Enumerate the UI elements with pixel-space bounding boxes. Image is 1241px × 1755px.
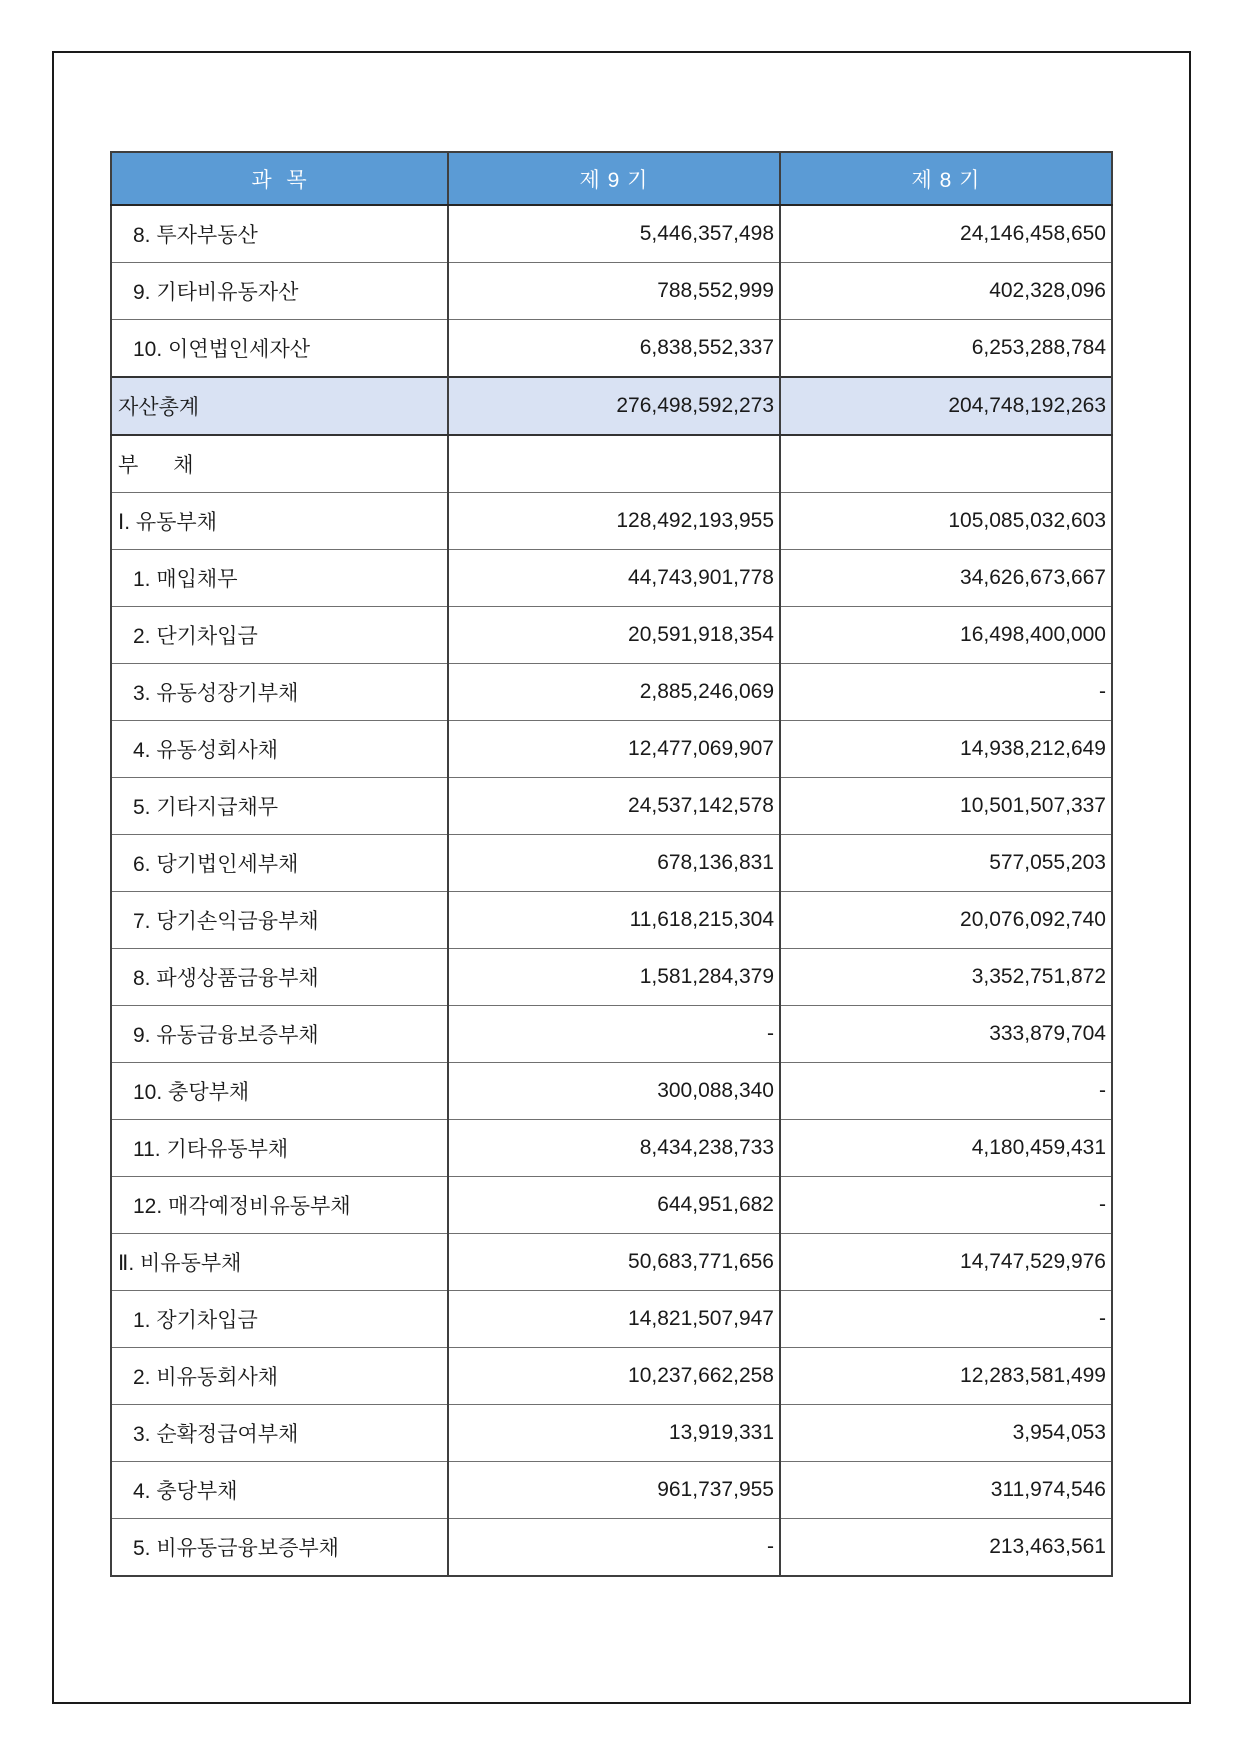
header-cell-item: 과 목 [111, 152, 448, 205]
row-label: 11. 기타유동부채 [111, 1120, 448, 1177]
row-value-period8: 14,938,212,649 [780, 721, 1112, 778]
table-row [111, 550, 1112, 607]
row-label: 9. 유동금융보증부채 [111, 1006, 448, 1063]
table-row [111, 493, 1112, 550]
row-label: 5. 기타지급채무 [111, 778, 448, 835]
row-value-period9: 20,591,918,354 [448, 607, 780, 664]
row-value-period8: 34,626,673,667 [780, 550, 1112, 607]
row-value-period8: 577,055,203 [780, 835, 1112, 892]
row-label: 1. 매입채무 [111, 550, 448, 607]
table-row [111, 1006, 1112, 1063]
row-label: 3. 순확정급여부채 [111, 1405, 448, 1462]
row-value-period8: 24,146,458,650 [780, 205, 1112, 263]
row-label: 7. 당기손익금융부채 [111, 892, 448, 949]
row-value-period9: 10,237,662,258 [448, 1348, 780, 1405]
row-value-period9: 128,492,193,955 [448, 493, 780, 550]
row-label: 9. 기타비유동자산 [111, 263, 448, 320]
row-label: 3. 유동성장기부채 [111, 664, 448, 721]
table-row [111, 205, 1112, 263]
row-value-period8: 14,747,529,976 [780, 1234, 1112, 1291]
table-row [111, 435, 1112, 493]
row-value-period8: 6,253,288,784 [780, 320, 1112, 378]
table-row [111, 1519, 1112, 1577]
table-row [111, 1405, 1112, 1462]
table-row [111, 1291, 1112, 1348]
row-value-period9: 44,743,901,778 [448, 550, 780, 607]
table-body [111, 205, 1112, 1576]
row-value-period8: 16,498,400,000 [780, 607, 1112, 664]
header-row [111, 152, 1112, 205]
row-value-period9: 1,581,284,379 [448, 949, 780, 1006]
row-value-period9: 5,446,357,498 [448, 205, 780, 263]
row-label: 부 채 [111, 435, 448, 493]
row-value-period8: 20,076,092,740 [780, 892, 1112, 949]
row-value-period9: 6,838,552,337 [448, 320, 780, 378]
row-label: 4. 충당부채 [111, 1462, 448, 1519]
table-row [111, 1177, 1112, 1234]
row-value-period9: 50,683,771,656 [448, 1234, 780, 1291]
row-value-period8: 105,085,032,603 [780, 493, 1112, 550]
row-label: Ⅰ. 유동부채 [111, 493, 448, 550]
table-row [111, 377, 1112, 435]
row-value-period8: 204,748,192,263 [780, 377, 1112, 435]
row-value-period8: 213,463,561 [780, 1519, 1112, 1577]
row-value-period9: 24,537,142,578 [448, 778, 780, 835]
row-value-period8: 3,954,053 [780, 1405, 1112, 1462]
row-label: 4. 유동성회사채 [111, 721, 448, 778]
row-value-period9: - [448, 1519, 780, 1577]
header-cell-period9: 제 9 기 [448, 152, 780, 205]
row-value-period8: - [780, 664, 1112, 721]
financial-statement [110, 151, 1113, 1577]
row-value-period8: - [780, 1063, 1112, 1120]
row-label: 8. 투자부동산 [111, 205, 448, 263]
row-value-period8: 3,352,751,872 [780, 949, 1112, 1006]
row-label: 8. 파생상품금융부채 [111, 949, 448, 1006]
row-value-period8 [780, 435, 1112, 493]
table-row [111, 892, 1112, 949]
table-row [111, 1462, 1112, 1519]
row-value-period8: 12,283,581,499 [780, 1348, 1112, 1405]
table-row [111, 664, 1112, 721]
row-value-period9: 2,885,246,069 [448, 664, 780, 721]
row-label: 1. 장기차입금 [111, 1291, 448, 1348]
row-label: 5. 비유동금융보증부채 [111, 1519, 448, 1577]
row-value-period9: 788,552,999 [448, 263, 780, 320]
row-value-period9: 961,737,955 [448, 1462, 780, 1519]
table-row [111, 835, 1112, 892]
row-label: 10. 충당부채 [111, 1063, 448, 1120]
row-value-period9: 8,434,238,733 [448, 1120, 780, 1177]
row-label: 2. 단기차입금 [111, 607, 448, 664]
row-label: 자산총계 [111, 377, 448, 435]
table-row [111, 1120, 1112, 1177]
row-label: Ⅱ. 비유동부채 [111, 1234, 448, 1291]
row-value-period8: 402,328,096 [780, 263, 1112, 320]
table-row [111, 778, 1112, 835]
row-value-period8: - [780, 1291, 1112, 1348]
table-row [111, 1348, 1112, 1405]
table-row [111, 263, 1112, 320]
row-value-period9: 12,477,069,907 [448, 721, 780, 778]
row-label: 10. 이연법인세자산 [111, 320, 448, 378]
table-row [111, 607, 1112, 664]
row-value-period8: 311,974,546 [780, 1462, 1112, 1519]
table-row [111, 949, 1112, 1006]
row-label: 2. 비유동회사채 [111, 1348, 448, 1405]
table-row [111, 1063, 1112, 1120]
row-value-period9: 678,136,831 [448, 835, 780, 892]
table-row [111, 721, 1112, 778]
row-value-period9: 300,088,340 [448, 1063, 780, 1120]
row-label: 12. 매각예정비유동부채 [111, 1177, 448, 1234]
header-cell-period8: 제 8 기 [780, 152, 1112, 205]
row-label: 6. 당기법인세부채 [111, 835, 448, 892]
row-value-period8: - [780, 1177, 1112, 1234]
row-value-period9: - [448, 1006, 780, 1063]
row-value-period9: 14,821,507,947 [448, 1291, 780, 1348]
row-value-period9: 644,951,682 [448, 1177, 780, 1234]
row-value-period8: 333,879,704 [780, 1006, 1112, 1063]
row-value-period9: 276,498,592,273 [448, 377, 780, 435]
financial-statement-table [110, 151, 1113, 1577]
table-row [111, 320, 1112, 378]
table-row [111, 1234, 1112, 1291]
row-value-period9: 11,618,215,304 [448, 892, 780, 949]
row-value-period9 [448, 435, 780, 493]
row-value-period9: 13,919,331 [448, 1405, 780, 1462]
row-value-period8: 4,180,459,431 [780, 1120, 1112, 1177]
row-value-period8: 10,501,507,337 [780, 778, 1112, 835]
